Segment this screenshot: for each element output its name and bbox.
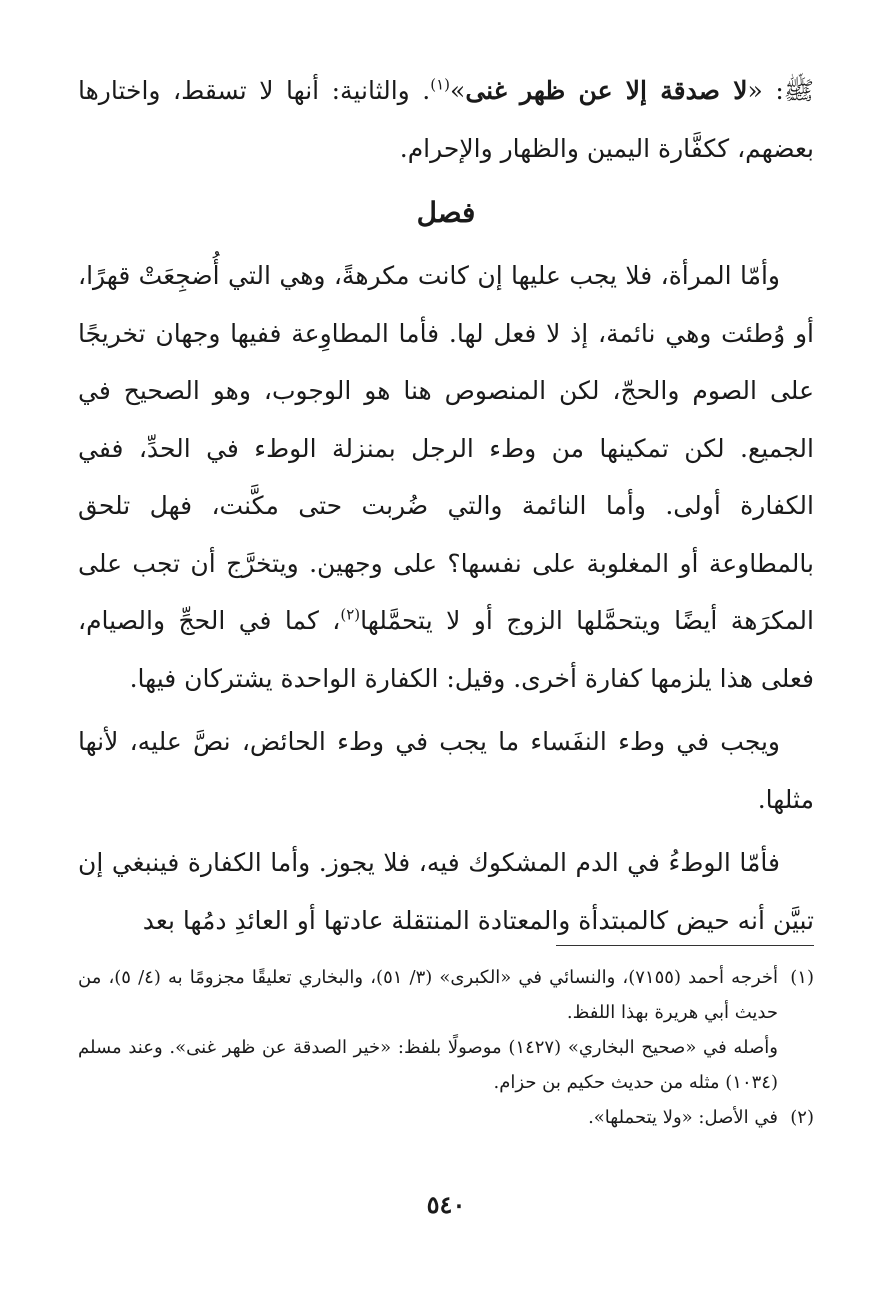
quote-open: : « — [747, 76, 784, 105]
paragraph-1-text: . والثانية: أنها لا تسقط، واختارها بعضهم، ككفَّارة اليمين والظهار والإحرام. — [78, 76, 814, 163]
section-heading: فصل — [416, 196, 476, 229]
footnote-ref-1[interactable]: (١) — [430, 75, 451, 94]
paragraph-4: فأمّا الوطءُ في الدم المشكوك فيه، فلا يجوز. وأما الكفارة فينبغي إن تبيَّن أنه حيض كالمبتدأة والمعتادة المنتقلة عادتها أو العائدِ دمُها بعد — [78, 848, 814, 935]
footnote-2-number: (٢) — [790, 1107, 814, 1128]
footnote-1-continuation: وأصله في «صحيح البخاري» (١٤٢٧) موصولًا بلفظ: «خير الصدقة عن ظهر غنى». وعند مسلم (١٠٣٤) مثله من حديث حكيم بن حزام. — [78, 1037, 778, 1093]
footnote-1-text: أخرجه أحمد (٧١٥٥)، والنسائي في «الكبرى» (٣/ ٥١)، والبخاري تعليقًا مجزومًا به (٤/ ٥)، من حديث أبي هريرة بهذا اللفظ. — [78, 967, 778, 1023]
footnotes-section — [78, 960, 814, 1135]
paragraph-1 — [78, 62, 814, 177]
hadith-quote: لا صدقة إلا عن ظهر غنى — [465, 76, 748, 105]
paragraph-2-text-b: ، كما في الحجِّ والصيام، فعلى هذا يلزمها كفارة أخرى. وقيل: الكفارة الواحدة يشتركان فيها. — [78, 606, 814, 693]
paragraph-2-text-a: وأمّا المرأة، فلا يجب عليها إن كانت مكرهةً، وهي التي أُضجِعَتْ قهرًا، أو وُطئت وهي نائمة، إذ لا فعل لها. فأما المطاوِعة ففيها وجهان تخريجًا على الصوم والحجّ، لكن المنصوص هنا هو الوجوب، وهو الصحيح في الجميع. لكن تمكينها من وطء الرجل بمنزلة الوطء في الحدِّ، ففي الكفارة أولى. وأما النائمة والتي ضُربت حتى مكَّنت، فهل تلحق بالمطاوعة أو المغلوبة على نفسها؟ على وجهين. ويتخرَّج أن تجب على المكرَهة أيضًا ويتحمَّلها الزوج أو لا يتحمَّلها — [78, 261, 814, 635]
footnote-2 — [78, 1100, 814, 1135]
footnote-divider — [556, 945, 814, 946]
paragraph-2 — [78, 247, 814, 707]
quote-close: » — [450, 76, 466, 105]
footnote-1-number: (١) — [790, 967, 814, 988]
honorific-glyph: ﷺ — [783, 76, 814, 105]
footnote-ref-2[interactable]: (٢) — [340, 605, 361, 624]
paragraph-3: ويجب في وطء النفَساء ما يجب في وطء الحائض، نصَّ عليه، لأنها مثلها. — [78, 727, 814, 814]
footnote-2-text: في الأصل: «ولا يتحملها». — [588, 1107, 778, 1128]
page-number: ٥٤٠ — [426, 1190, 466, 1219]
footnote-1 — [78, 960, 814, 1030]
